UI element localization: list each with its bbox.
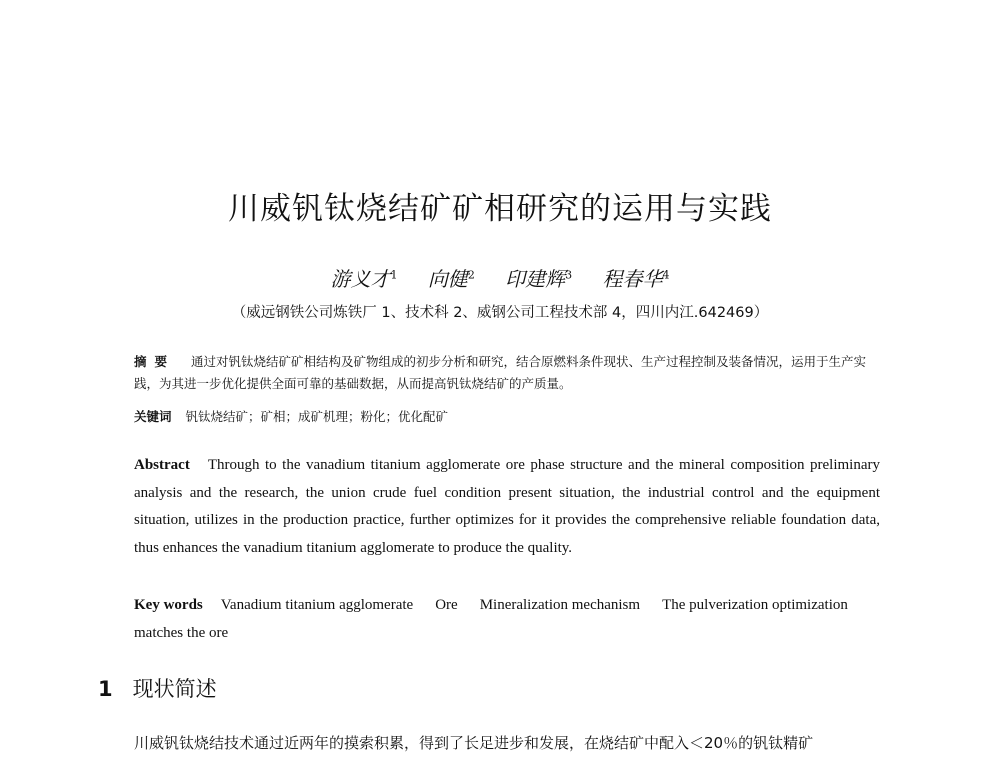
keyword: Vanadium titanium agglomerate	[220, 597, 414, 613]
author-name: 印建辉	[505, 267, 566, 291]
abstract-cn-label: 摘要	[134, 354, 176, 369]
paper-title: 川威钒钛烧结矿矿相研究的运用与实践	[228, 191, 772, 227]
keywords-cn-text: 钒钛烧结矿；矿相；成矿机理；粉化；优化配矿	[185, 409, 449, 424]
author	[330, 267, 397, 291]
author	[428, 267, 475, 291]
keyword: Ore	[435, 597, 458, 613]
author-name: 游义才	[330, 267, 391, 291]
author-list	[0, 263, 1000, 292]
section-heading	[98, 673, 217, 703]
keywords-en-label: Key words	[134, 597, 203, 613]
affiliation: （威远钢铁公司炼铁厂 1、技术科 2、威钢公司工程技术部 4，四川内江.642469）	[231, 305, 769, 321]
keywords-en	[134, 592, 880, 647]
author-affiliation-mark: 3	[565, 268, 573, 282]
keywords-cn-label: 关键词	[134, 409, 172, 424]
abstract-en-text: Through to the vanadium titanium agglomerate ore phase structure and the mineral composition preliminary analysis and the research, the union crude fuel condition present situation, the industrial control and the equipment situation, utilizes in the production practice, further optimizes for it provides the comprehensive reliable foundation data, thus enhances the vanadium titanium agglomerate to produce the quality.	[134, 457, 880, 556]
section-body-text: 川威钒钛烧结技术通过近两年的摸索积累，得到了长足进步和发展，在烧结矿中配入＜20％的钒钛精矿	[134, 734, 814, 752]
author-affiliation-mark: 4	[662, 268, 670, 282]
author	[505, 267, 572, 291]
keyword: Mineralization mechanism	[479, 597, 641, 613]
author-affiliation-mark: 2	[467, 268, 475, 282]
keyword: The pulverization optimization matches the ore	[134, 597, 848, 641]
section-title: 现状简述	[132, 677, 217, 701]
abstract-cn	[134, 351, 890, 395]
author-name: 程春华	[602, 267, 663, 291]
abstract-en	[134, 452, 880, 562]
abstract-cn-text: 通过对钒钛烧结矿矿相结构及矿物组成的初步分析和研究，结合原燃料条件现状、生产过程控制及装备情况，运用于生产实践，为其进一步优化提供全面可靠的基础数据，从而提高钒钛烧结矿的产质量。	[134, 354, 867, 391]
abstract-en-label: Abstract	[134, 457, 190, 473]
keywords-cn	[134, 407, 890, 425]
author-name: 向健	[427, 267, 468, 291]
author	[603, 267, 670, 291]
author-affiliation-mark: 1	[390, 268, 398, 282]
section-number: 1	[98, 677, 113, 701]
